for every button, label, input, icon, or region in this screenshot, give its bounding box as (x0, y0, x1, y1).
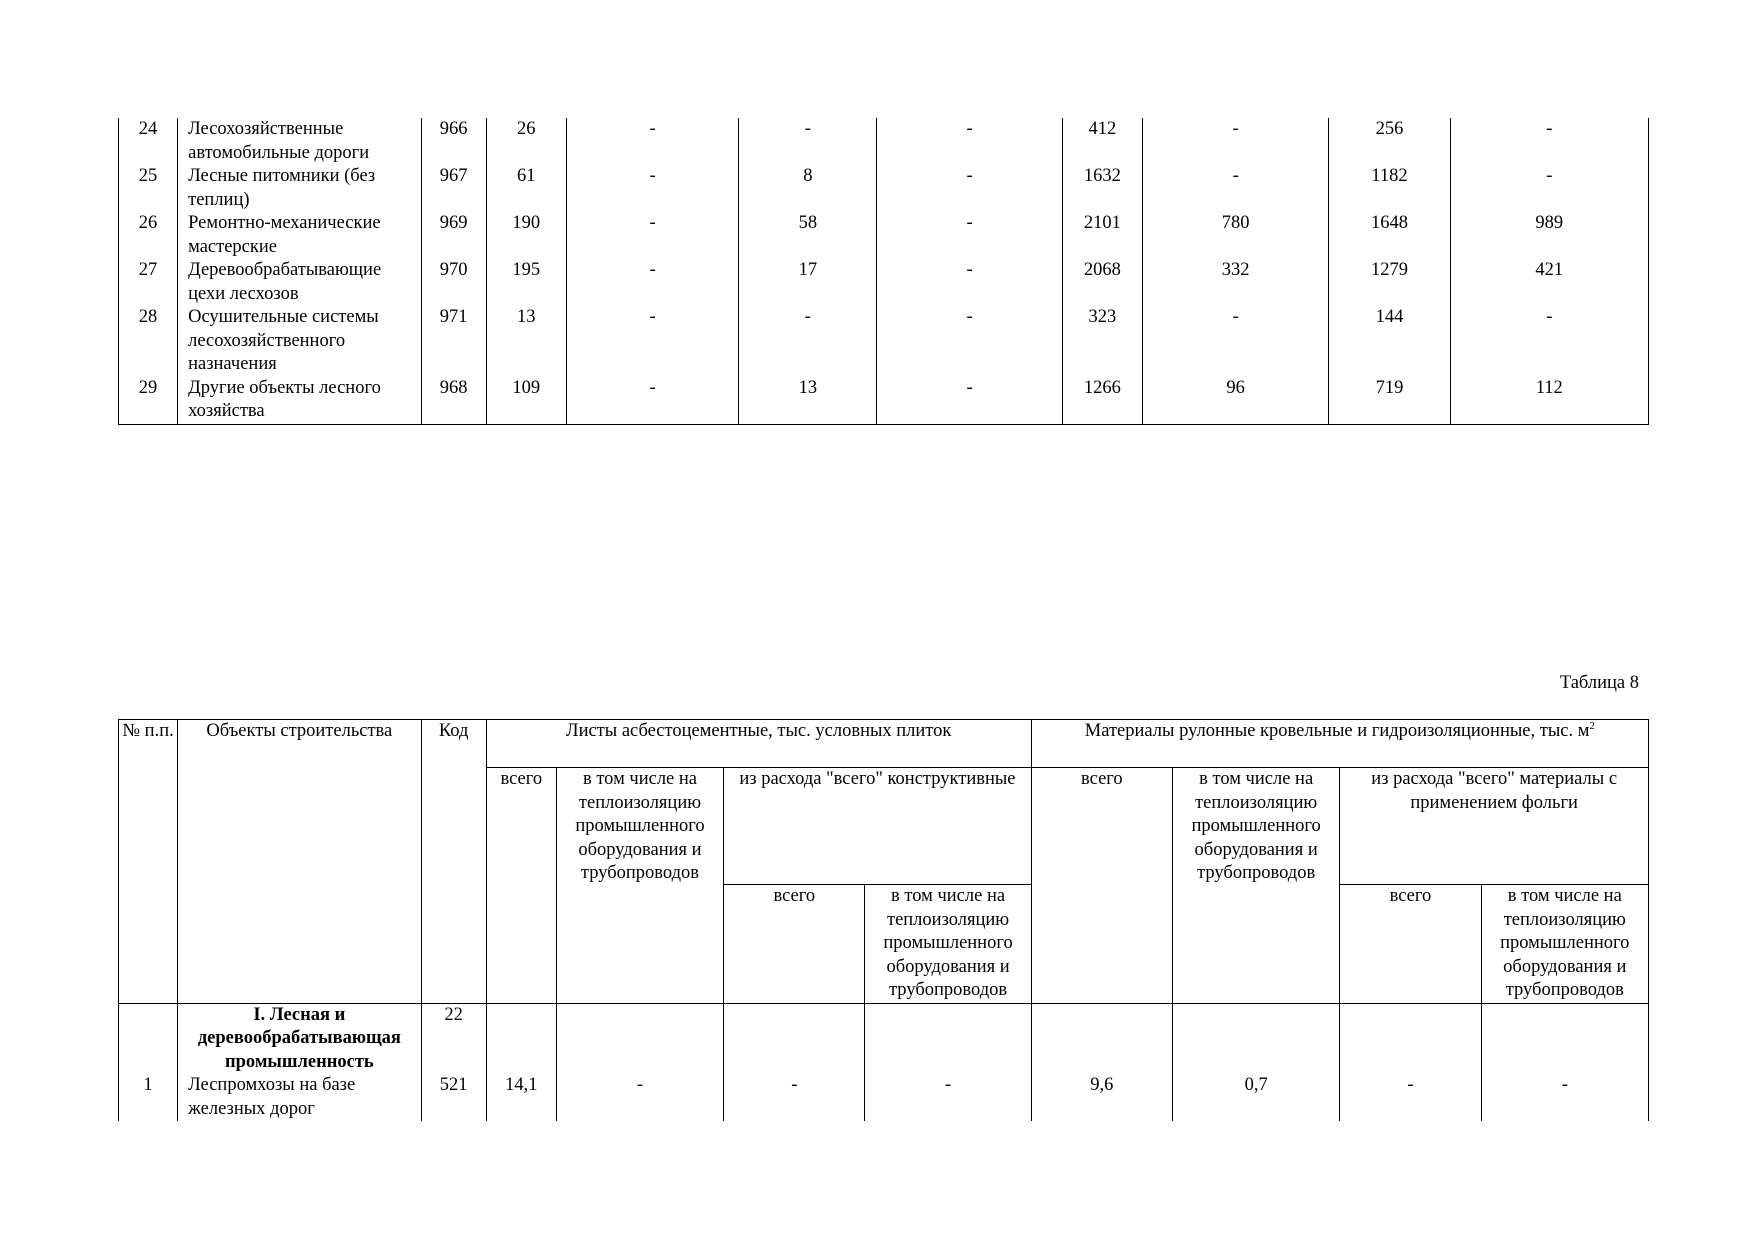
row-name: Другие объекты лесного хозяйства (178, 377, 421, 425)
cell: 2101 (1062, 212, 1142, 259)
cell (1031, 1003, 1172, 1074)
table-caption: Таблица 8 (1559, 673, 1639, 693)
cell: 421 (1450, 259, 1648, 306)
cell: - (865, 1074, 1031, 1121)
header-incl-insulation: в том числе на теплоизоляцию промышленного оборудования и трубопроводов (556, 768, 723, 1004)
table-row (119, 377, 1649, 425)
section-code: 22 (421, 1003, 486, 1074)
cell: 332 (1142, 259, 1328, 306)
cell (556, 1003, 723, 1074)
cell: 1279 (1329, 259, 1450, 306)
cell: - (566, 165, 738, 212)
cell: - (566, 212, 738, 259)
row-name: Осушительные системы лесохозяйственного назначения (178, 306, 421, 377)
cell: - (556, 1074, 723, 1121)
cell: 1648 (1329, 212, 1450, 259)
header-objects: Объекты строительства (178, 720, 421, 1004)
header-incl-insulation: в том числе на теплоизоляцию промышленного оборудования и трубопроводов (1172, 768, 1339, 1004)
row-name: Ремонтно-механические мастерские (178, 212, 421, 259)
superscript: 2 (1589, 720, 1595, 732)
row-name: Леспромхозы на базе железных дорог (178, 1074, 421, 1121)
cell: 1632 (1062, 165, 1142, 212)
table-row (119, 306, 1649, 377)
cell: - (1142, 118, 1328, 165)
header-group-roll-materials (1031, 720, 1648, 768)
cell (724, 1003, 865, 1074)
row-code: 968 (421, 377, 486, 425)
cell: - (739, 118, 877, 165)
cell: - (566, 377, 738, 425)
row-code: 967 (421, 165, 486, 212)
cell: 109 (486, 377, 566, 425)
cell: 112 (1450, 377, 1648, 425)
cell: - (1450, 118, 1648, 165)
cell: - (877, 118, 1062, 165)
header-total: всего (724, 885, 865, 1004)
row-code: 969 (421, 212, 486, 259)
header-num: № п.п. (119, 720, 178, 1004)
cell: 2068 (1062, 259, 1142, 306)
cell: - (1450, 306, 1648, 377)
row-number: 1 (119, 1074, 178, 1121)
cell (486, 1003, 556, 1074)
cell: 9,6 (1031, 1074, 1172, 1121)
header-of-total-constructive: из расхода "всего" конструктивные (724, 768, 1032, 885)
cell: 412 (1062, 118, 1142, 165)
cell: - (1142, 165, 1328, 212)
row-name: Лесохозяйственные автомобильные дороги (178, 118, 421, 165)
cell: 61 (486, 165, 566, 212)
row-name: Лесные питомники (без теплиц) (178, 165, 421, 212)
cell: 14,1 (486, 1074, 556, 1121)
section-title: I. Лесная и деревообрабатывающая промышленность (178, 1003, 421, 1074)
cell: 719 (1329, 377, 1450, 425)
cell: - (566, 259, 738, 306)
header-total: всего (1031, 768, 1172, 1004)
row-number: 24 (119, 118, 178, 165)
cell (1481, 1003, 1648, 1074)
table-8 (118, 719, 1649, 1121)
header-incl-insulation: в том числе на теплоизоляцию промышленного оборудования и трубопроводов (865, 885, 1031, 1004)
cell: - (877, 377, 1062, 425)
header-row (119, 720, 1649, 768)
row-name: Деревообрабатывающие цехи лесхозов (178, 259, 421, 306)
row-code: 970 (421, 259, 486, 306)
cell: - (1142, 306, 1328, 377)
header-incl-insulation: в том числе на теплоизоляцию промышленного оборудования и трубопроводов (1481, 885, 1648, 1004)
cell (865, 1003, 1031, 1074)
cell (1340, 1003, 1481, 1074)
table-row (119, 165, 1649, 212)
cell: - (566, 118, 738, 165)
cell: 0,7 (1172, 1074, 1339, 1121)
cell (119, 1003, 178, 1074)
cell: 144 (1329, 306, 1450, 377)
header-total: всего (486, 768, 556, 1004)
table-row (119, 118, 1649, 165)
header-code: Код (421, 720, 486, 1004)
cell: 256 (1329, 118, 1450, 165)
cell: 989 (1450, 212, 1648, 259)
cell: 1182 (1329, 165, 1450, 212)
cell: 26 (486, 118, 566, 165)
cell: - (724, 1074, 865, 1121)
row-number: 25 (119, 165, 178, 212)
cell: 96 (1142, 377, 1328, 425)
cell: 13 (739, 377, 877, 425)
cell: 13 (486, 306, 566, 377)
cell: 780 (1142, 212, 1328, 259)
cell: - (566, 306, 738, 377)
header-of-total-foil: из расхода "всего" материалы с применением фольги (1340, 768, 1649, 885)
row-code: 521 (421, 1074, 486, 1121)
cell: 17 (739, 259, 877, 306)
cell: - (739, 306, 877, 377)
cell: - (877, 259, 1062, 306)
row-number: 29 (119, 377, 178, 425)
row-number: 27 (119, 259, 178, 306)
row-number: 28 (119, 306, 178, 377)
table-row (119, 212, 1649, 259)
continuation-table (118, 118, 1649, 425)
cell: - (877, 306, 1062, 377)
cell: 1266 (1062, 377, 1142, 425)
cell: 8 (739, 165, 877, 212)
section-row (119, 1003, 1649, 1074)
row-code: 971 (421, 306, 486, 377)
cell: - (877, 212, 1062, 259)
cell: - (877, 165, 1062, 212)
row-code: 966 (421, 118, 486, 165)
cell: - (1450, 165, 1648, 212)
cell: - (1481, 1074, 1648, 1121)
cell: - (1340, 1074, 1481, 1121)
header-group-asbestos-sheets: Листы асбестоцементные, тыс. условных плиток (486, 720, 1031, 768)
table-row (119, 1074, 1649, 1121)
cell (1172, 1003, 1339, 1074)
cell: 323 (1062, 306, 1142, 377)
header-total: всего (1340, 885, 1481, 1004)
table-row (119, 259, 1649, 306)
cell: 190 (486, 212, 566, 259)
cell: 58 (739, 212, 877, 259)
header-group-roll-materials-text: Материалы рулонные кровельные и гидроизоляционные, тыс. м (1084, 721, 1590, 741)
row-number: 26 (119, 212, 178, 259)
cell: 195 (486, 259, 566, 306)
